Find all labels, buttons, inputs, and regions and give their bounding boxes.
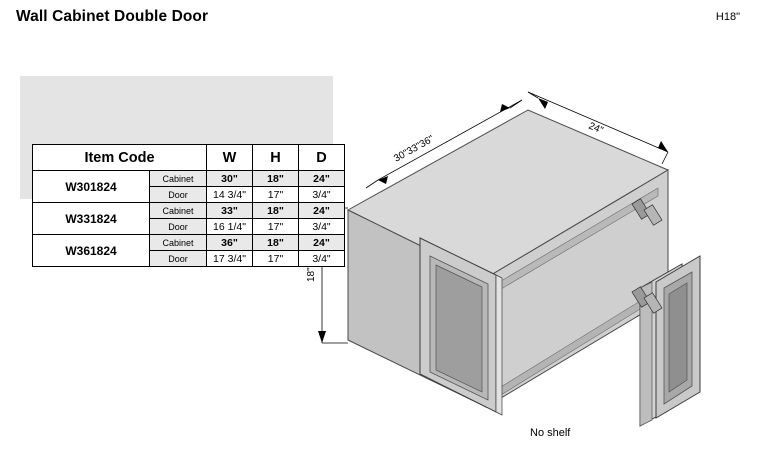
table-header-row	[33, 145, 345, 171]
cabinet-height-label: H18"	[715, 11, 740, 23]
cabinet-width: 33"	[207, 203, 253, 219]
width-dimension-label: 30"33"36"	[392, 133, 436, 165]
height-dimension-label: 18"	[306, 267, 317, 282]
door-height: 17"	[253, 251, 299, 267]
spec-table	[32, 144, 345, 267]
header-depth: D	[299, 145, 345, 171]
no-shelf-note: No shelf	[530, 427, 571, 439]
door-depth: 3/4"	[299, 219, 345, 235]
header-width: W	[207, 145, 253, 171]
row-label-door: Door	[150, 219, 207, 235]
door-height: 17"	[253, 219, 299, 235]
table-row	[33, 203, 345, 219]
row-label-door: Door	[150, 251, 207, 267]
spec-table-container	[16, 72, 331, 265]
item-code-cell: W361824	[33, 235, 150, 267]
header-item-code: Item Code	[33, 145, 207, 171]
cabinet-width: 30"	[207, 171, 253, 187]
cabinet-width: 36"	[207, 235, 253, 251]
cabinet-height: 18"	[253, 203, 299, 219]
cabinet-depth: 24"	[299, 235, 345, 251]
row-label-cabinet: Cabinet	[150, 171, 207, 187]
page-title: Wall Cabinet Double Door	[16, 8, 209, 25]
table-row	[33, 235, 345, 251]
door-height: 17"	[253, 187, 299, 203]
door-depth: 3/4"	[299, 251, 345, 267]
row-label-cabinet: Cabinet	[150, 235, 207, 251]
door-width: 17 3/4"	[207, 251, 253, 267]
cabinet-depth: 24"	[299, 203, 345, 219]
item-code-cell: W331824	[33, 203, 150, 235]
depth-dimension-label: 24"	[586, 120, 605, 137]
row-label-cabinet: Cabinet	[150, 203, 207, 219]
header-height: H	[253, 145, 299, 171]
cabinet-height: 18"	[253, 235, 299, 251]
cabinet-depth: 24"	[299, 171, 345, 187]
cabinet-height: 18"	[253, 171, 299, 187]
table-row	[33, 171, 345, 187]
door-width: 14 3/4"	[207, 187, 253, 203]
item-code-cell: W301824	[33, 171, 150, 203]
cabinet-isometric-drawing	[300, 60, 750, 450]
row-label-door: Door	[150, 187, 207, 203]
door-width: 16 1/4"	[207, 219, 253, 235]
door-depth: 3/4"	[299, 187, 345, 203]
